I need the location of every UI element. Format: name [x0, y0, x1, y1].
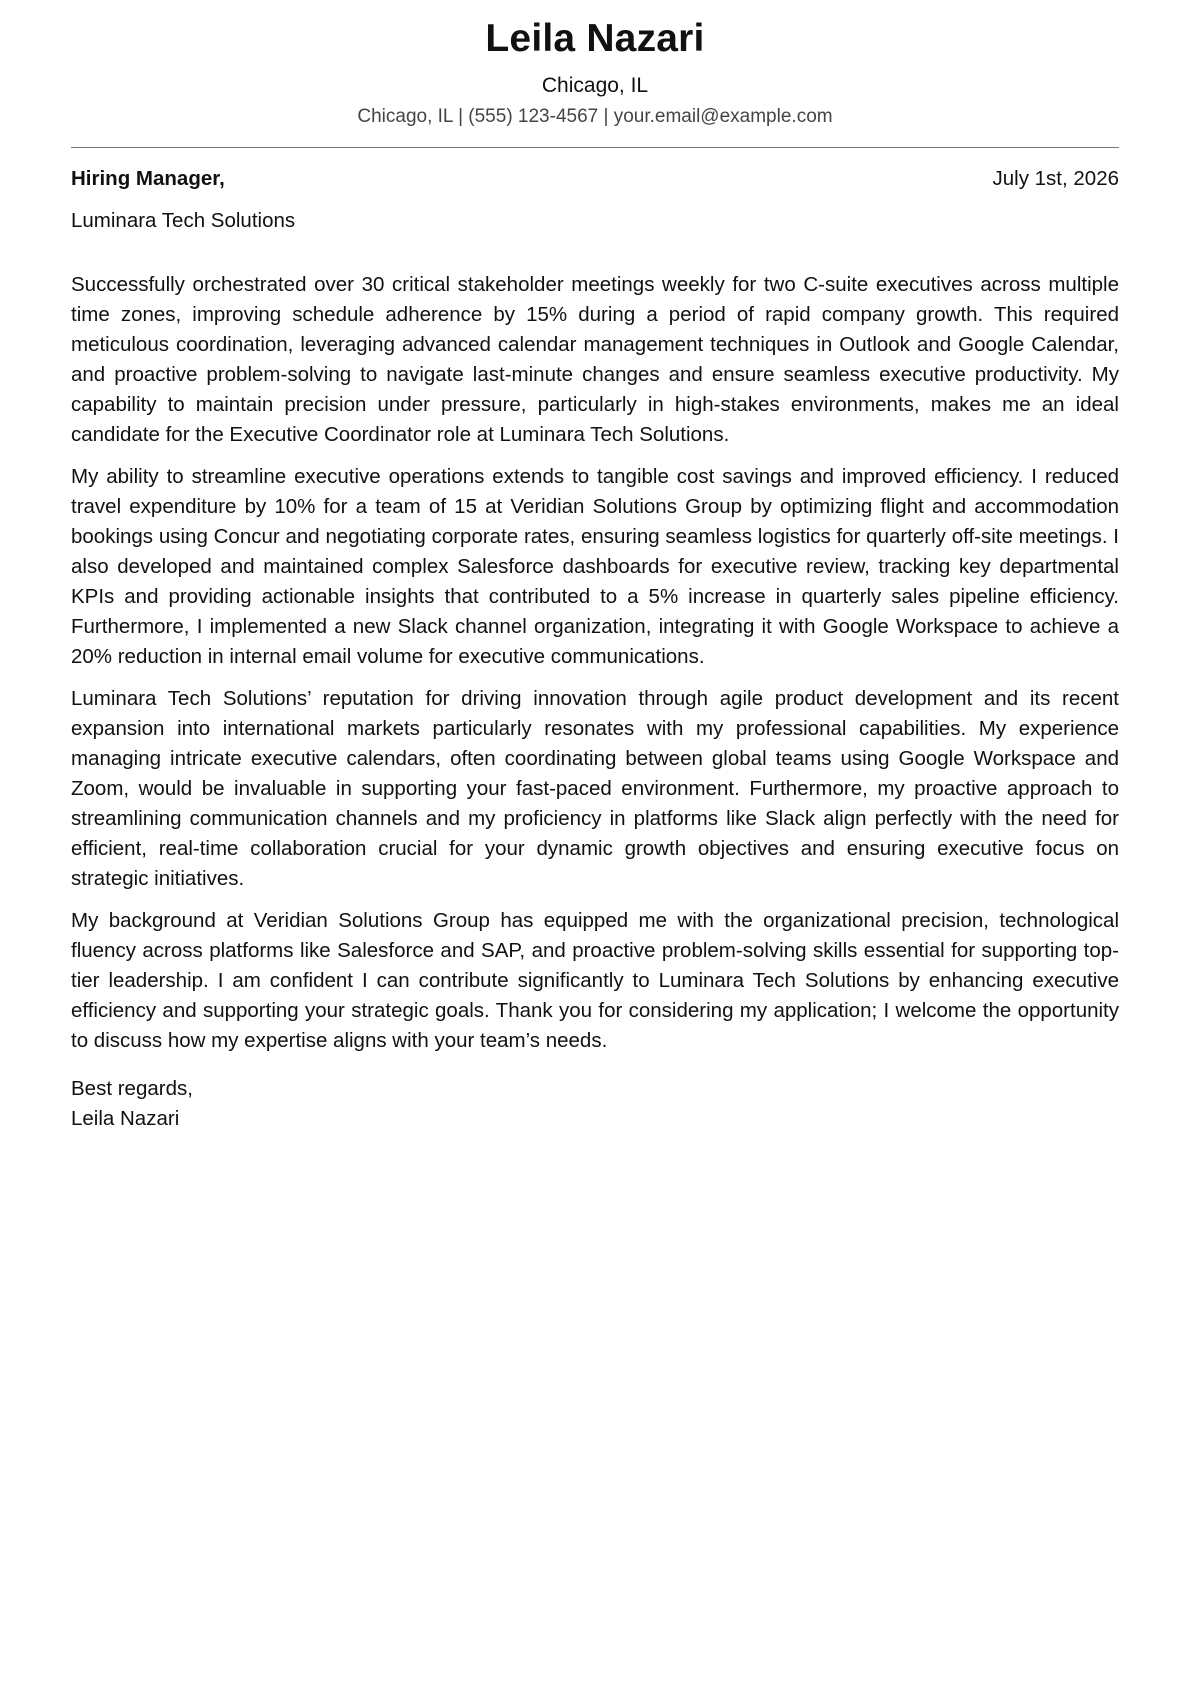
sender-contact-line: Chicago, IL | (555) 123-4567 | your.email@example.com	[357, 106, 833, 127]
letter-header	[71, 0, 1119, 130]
signature-name: Leila Nazari	[71, 1107, 180, 1130]
letter-date: July 1st, 2026	[992, 167, 1119, 190]
recipient-salutation: Hiring Manager,	[71, 167, 225, 190]
body-paragraph: Successfully orchestrated over 30 critical stakeholder meetings weekly for two C-suite executives across multiple time zones, improving schedule adherence by 15% during a period of rapid company growth. This required meticulous coordination, leveraging advanced calendar management techniques in Outlook and Google Calendar, and proactive problem-solving to navigate last-minute changes and ensure seamless executive productivity. My capability to maintain precision under pressure, particularly in high-stakes environments, makes me an ideal candidate for the Executive Coordinator role at Luminara Tech Solutions.	[71, 273, 1119, 446]
header-divider	[71, 147, 1119, 148]
sender-location: Chicago, IL	[541, 74, 649, 97]
recipient-row	[71, 164, 1119, 194]
body-paragraph: My background at Veridian Solutions Group has equipped me with the organizational precision, technological fluency across platforms like Salesforce and SAP, and proactive problem-solving skills essential for supporting top-tier leadership. I am confident I can contribute significantly to Luminara Tech Solutions by enhancing executive efficiency and supporting your strategic goals. Thank you for considering my application; I welcome the opportunity to discuss how my expertise aligns with your team’s needs.	[71, 909, 1119, 1052]
recipient-company: Luminara Tech Solutions	[71, 209, 296, 232]
sender-name: Leila Nazari	[485, 17, 705, 60]
body-paragraph: My ability to streamline executive operations extends to tangible cost savings and improved efficiency. I reduced travel expenditure by 10% for a team of 15 at Veridian Solutions Group by optimizing flight and accommodation bookings using Concur and negotiating corporate rates, ensuring seamless logistics for quarterly off-site meetings. I also developed and maintained complex Salesforce dashboards for executive review, tracking key departmental KPIs and providing actionable insights that contributed to a 5% increase in quarterly sales pipeline efficiency. Furthermore, I implemented a new Slack channel organization, integrating it with Google Workspace to achieve a 20% reduction in internal email volume for executive communications.	[71, 465, 1119, 668]
letter-closing	[71, 1074, 1119, 1134]
body-paragraph: Luminara Tech Solutions’ reputation for driving innovation through agile product development and its recent expansion into international markets particularly resonates with my professional capabilities. My experience managing intricate executive calendars, often coordinating between global teams using Google Workspace and Zoom, would be invaluable in supporting your fast-paced environment. Furthermore, my proactive approach to streamlining communication channels and my proficiency in platforms like Slack align perfectly with the need for efficient, real-time collaboration crucial for your dynamic growth objectives and ensuring executive focus on strategic initiatives.	[71, 687, 1119, 890]
sign-off: Best regards,	[71, 1077, 193, 1100]
letter-body	[71, 270, 1119, 1056]
